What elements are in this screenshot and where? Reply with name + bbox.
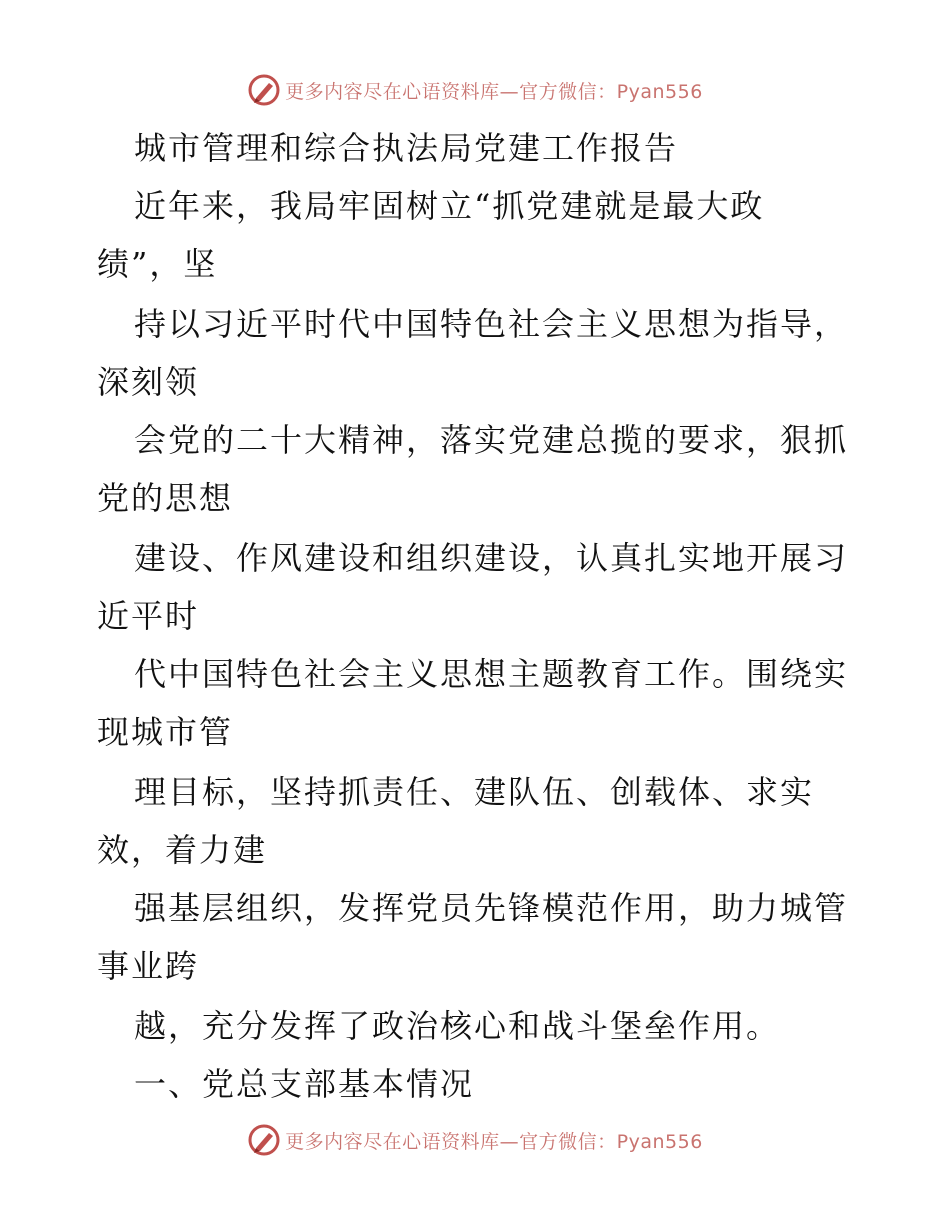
paragraph-line: 越，充分发挥了政治核心和战斗堡垒作用。 [134, 1007, 781, 1045]
pen-logo-icon [247, 73, 281, 107]
paragraph-line: 绩”，坚 [97, 245, 218, 283]
paragraph-line: 建设、作风建设和组织建设，认真扎实地开展习 [134, 539, 849, 577]
header-watermark-text: 更多内容尽在心语资料库—官方微信：Pyan556 [285, 80, 703, 103]
paragraph-line: 会党的二十大精神，落实党建总揽的要求，狠抓 [134, 421, 849, 459]
paragraph-line: 党的思想 [97, 479, 234, 517]
header-watermark-banner [0, 68, 950, 112]
paragraph-line: 近平时 [97, 597, 200, 635]
paragraph-line: 代中国特色社会主义思想主题教育工作。围绕实 [134, 655, 849, 693]
paragraph-line: 近年来，我局牢固树立“抓党建就是最大政 [134, 187, 765, 225]
footer-watermark-text: 更多内容尽在心语资料库—官方微信：Pyan556 [285, 1130, 703, 1153]
paragraph-line: 现城市管 [97, 713, 234, 751]
paragraph-line: 事业跨 [97, 947, 200, 985]
paragraph-line: 深刻领 [97, 363, 200, 401]
paragraph-line: 效，着力建 [97, 831, 268, 869]
document-title: 城市管理和综合执法局党建工作报告 [134, 129, 679, 167]
section-heading: 一、党总支部基本情况 [134, 1065, 475, 1103]
paragraph-line: 强基层组织，发挥党员先锋模范作用，助力城管 [134, 889, 849, 927]
paragraph-line: 理目标，坚持抓责任、建队伍、创载体、求实 [134, 773, 815, 811]
footer-watermark-banner [0, 1118, 950, 1162]
paragraph-line: 持以习近平时代中国特色社会主义思想为指导， [134, 305, 849, 343]
pen-logo-icon [247, 1123, 281, 1157]
